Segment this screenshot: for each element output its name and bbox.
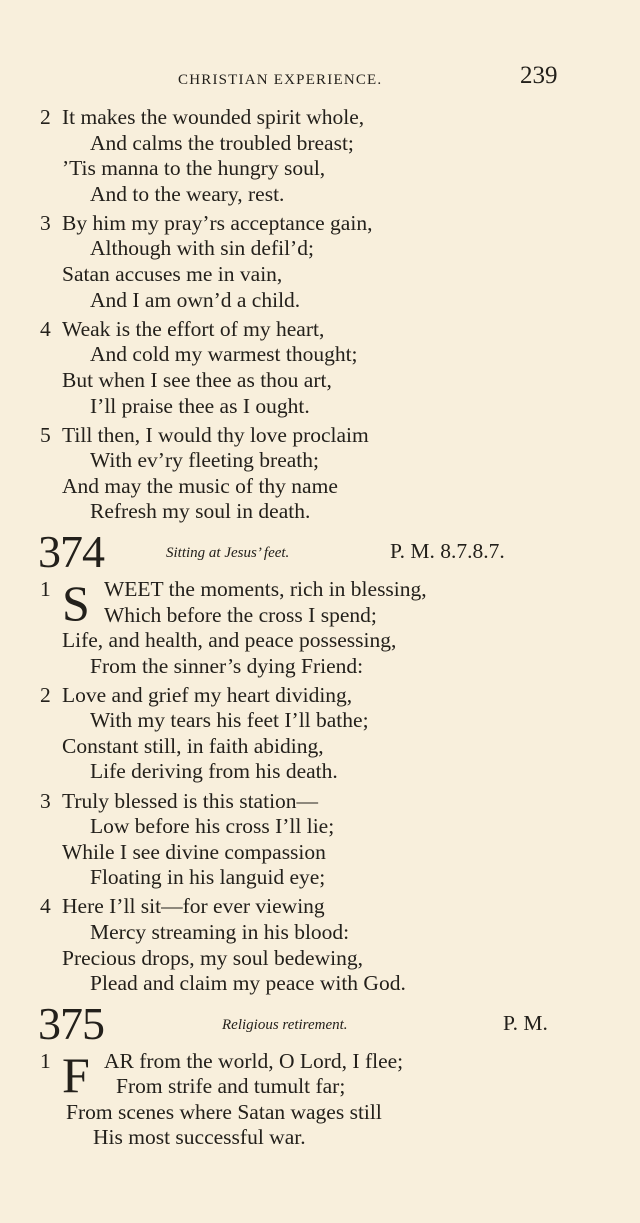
verse-line: But when I see thee as thou art, xyxy=(62,367,332,392)
verse-line: Precious drops, my soul bedewing, xyxy=(62,945,363,970)
verse-5 xyxy=(0,423,640,525)
verse-line: Till then, I would thy love proclaim xyxy=(62,422,369,447)
verse-number: 5 xyxy=(40,422,51,447)
page-body xyxy=(0,105,640,1151)
verse-line: From the sinner’s dying Friend: xyxy=(90,653,364,678)
hymn-subtitle: Religious retirement. xyxy=(222,1016,348,1033)
verse-line: Mercy streaming in his blood: xyxy=(90,920,350,945)
verse-number: 1 xyxy=(40,1048,51,1073)
hymn-374-heading xyxy=(0,525,640,577)
verse-line: Although with sin defil’d; xyxy=(90,236,314,261)
verse-line: Here I’ll sit—for ever viewing xyxy=(62,894,325,919)
hymn-374-verse-1 xyxy=(0,577,640,679)
hymn-number: 375 xyxy=(38,997,104,1049)
hymn-number: 374 xyxy=(38,526,104,577)
verse-3 xyxy=(0,211,640,313)
verse-number: 3 xyxy=(40,210,51,235)
verse-line: With ev’ry fleeting breath; xyxy=(90,448,319,473)
verse-line: And to the weary, rest. xyxy=(90,181,285,206)
hymn-374-verse-2 xyxy=(0,683,640,785)
verse-line: By him my pray’rs acceptance gain, xyxy=(62,210,373,235)
verse-line: From strife and tumult far; xyxy=(116,1074,346,1099)
verse-4 xyxy=(0,317,640,419)
verse-line: And may the music of thy name xyxy=(62,473,338,498)
hymn-374-verse-4 xyxy=(0,894,640,996)
verse-number: 3 xyxy=(40,788,51,813)
verse-line: And calms the troubled breast; xyxy=(90,130,354,155)
hymn-subtitle: Sitting at Jesus’ feet. xyxy=(166,545,290,561)
verse-line: Refresh my soul in death. xyxy=(90,499,311,524)
verse-line: His most successful war. xyxy=(93,1125,306,1150)
verse-line: ’Tis manna to the hungry soul, xyxy=(62,156,326,181)
verse-line: Love and grief my heart dividing, xyxy=(62,682,353,707)
verse-line: It makes the wounded spirit whole, xyxy=(62,105,365,129)
hymn-meter: P. M. xyxy=(503,1010,548,1035)
verse-number: 1 xyxy=(40,577,51,601)
verse-line: AR from the world, O Lord, I flee; xyxy=(104,1048,404,1073)
verse-line: While I see divine compassion xyxy=(62,839,326,864)
verse-number: 2 xyxy=(40,105,51,129)
verse-line: Floating in his languid eye; xyxy=(90,865,326,890)
verse-line: Truly blessed is this station— xyxy=(62,788,319,813)
hymn-375-verse-1 xyxy=(0,1046,640,1151)
verse-line: Satan accuses me in vain, xyxy=(62,262,283,287)
verse-line: And cold my warmest thought; xyxy=(90,342,358,367)
verse-line: Constant still, in faith abiding, xyxy=(62,733,324,758)
verse-line: Low before his cross I’ll lie; xyxy=(90,814,335,839)
verse-line: Plead and claim my peace with God. xyxy=(90,971,406,996)
hymn-375-heading xyxy=(0,997,640,1049)
verse-line: Which before the cross I spend; xyxy=(104,602,377,627)
verse-line: Life, and health, and peace possessing, xyxy=(62,628,397,652)
hymn-meter: P. M. 8.7.8.7. xyxy=(390,539,505,563)
verse-line: And I am own’d a child. xyxy=(90,287,301,312)
drop-cap: F xyxy=(62,1046,90,1103)
page-header xyxy=(0,62,640,92)
verse-line: Life deriving from his death. xyxy=(90,759,338,784)
hymn-374-verse-3 xyxy=(0,789,640,891)
verse-line: WEET the moments, rich in blessing, xyxy=(104,577,427,601)
running-title: CHRISTIAN EXPERIENCE. xyxy=(178,72,383,88)
verse-line: Weak is the effort of my heart, xyxy=(62,316,325,341)
page-number: 239 xyxy=(520,62,558,89)
verse-line: From scenes where Satan wages still xyxy=(66,1099,382,1124)
verse-line: I’ll praise thee as I ought. xyxy=(90,393,310,418)
verse-number: 2 xyxy=(40,682,51,707)
verse-2 xyxy=(0,105,640,207)
verse-number: 4 xyxy=(40,894,51,919)
verse-number: 4 xyxy=(40,316,51,341)
drop-cap: S xyxy=(62,575,90,631)
verse-line: With my tears his feet I’ll bathe; xyxy=(90,708,369,733)
